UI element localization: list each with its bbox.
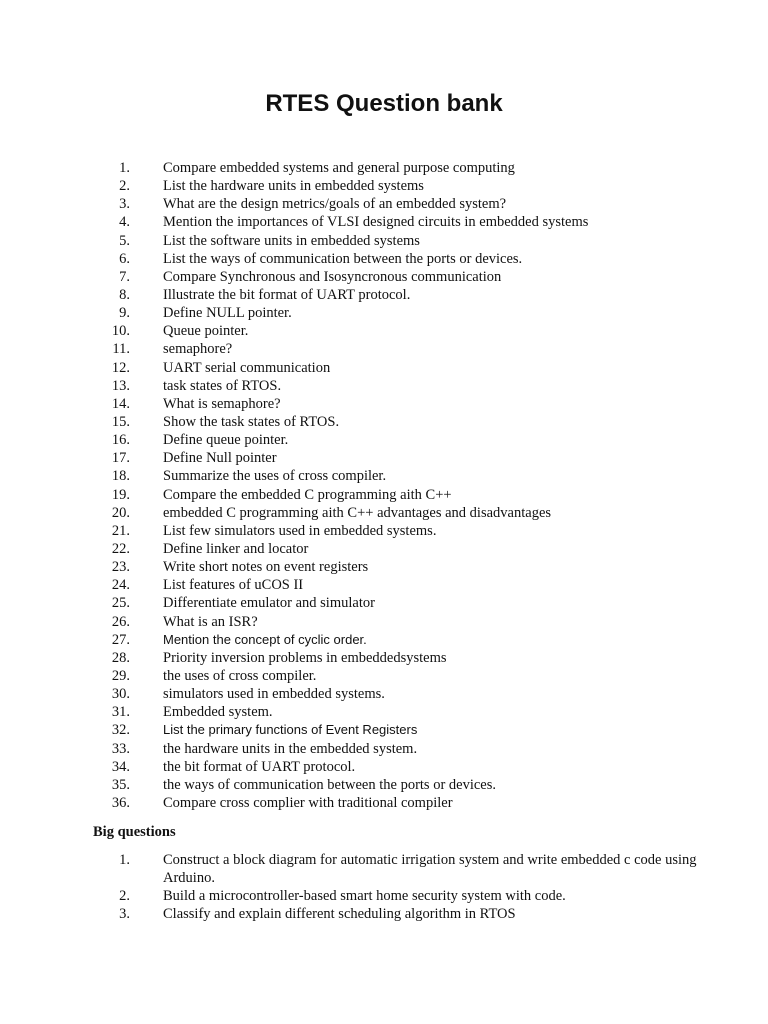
item-number: 26. [111, 613, 130, 630]
item-number: 18. [111, 468, 130, 485]
item-text: the hardware units in the embedded system. [163, 740, 418, 757]
list-item [0, 486, 768, 504]
page-title: RTES Question bank [265, 90, 503, 117]
list-item [0, 268, 768, 286]
big-question-list [0, 851, 768, 923]
item-number: 15. [111, 413, 130, 430]
item-number: 22. [111, 540, 130, 557]
item-text: the uses of cross compiler. [163, 667, 317, 684]
list-item [0, 377, 768, 395]
item-text: What are the design metrics/goals of an embedded system? [163, 196, 507, 213]
list-item [0, 594, 768, 612]
list-item [0, 776, 768, 794]
item-text: Build a microcontroller-based smart home security system with code. [163, 888, 566, 904]
list-item [0, 449, 768, 467]
list-item [0, 159, 768, 177]
item-text: Mention the concept of cyclic order. [163, 631, 367, 647]
list-item [0, 649, 768, 667]
list-item [0, 576, 768, 594]
item-number: 29. [111, 667, 130, 684]
list-item [0, 304, 768, 322]
item-text: Compare embedded systems and general purpose computing [163, 160, 515, 176]
list-item [0, 250, 768, 268]
item-text: Compare cross complier with traditional compiler [163, 794, 453, 811]
item-number: 35. [111, 776, 130, 793]
item-number: 28. [111, 649, 130, 666]
item-text: Queue pointer. [163, 323, 249, 340]
item-number: 31. [111, 704, 130, 721]
item-text: Compare the embedded C programming aith C++ [163, 486, 452, 503]
item-text: Define NULL pointer. [163, 305, 292, 322]
item-text: List features of uCOS II [163, 577, 304, 594]
list-item [0, 887, 768, 905]
item-text: Mention the importances of VLSI designed circuits in embedded systems [163, 214, 589, 231]
item-text: Embedded system. [163, 704, 273, 721]
item-number: 9. [119, 305, 130, 322]
item-text: List the hardware units in embedded systems [163, 178, 424, 195]
item-text: Illustrate the bit format of UART protocol. [163, 286, 411, 303]
item-text: Define linker and locator [163, 540, 309, 557]
big-questions-heading: Big questions [93, 824, 176, 840]
item-text: List the primary functions of Event Registers [163, 722, 418, 738]
item-text: Define Null pointer [163, 450, 277, 467]
list-item [0, 359, 768, 377]
item-text: Summarize the uses of cross compiler. [163, 468, 387, 485]
list-item [0, 794, 768, 812]
item-text: List the ways of communication between the ports or devices. [163, 250, 523, 267]
item-text: Priority inversion problems in embeddedsystems [163, 649, 447, 666]
item-text: task states of RTOS. [163, 377, 282, 394]
item-number: 1. [119, 160, 130, 176]
list-item [0, 631, 768, 649]
item-number: 20. [111, 504, 130, 521]
list-item [0, 232, 768, 250]
item-number: 17. [111, 450, 130, 467]
list-item [0, 851, 768, 887]
list-item [0, 758, 768, 776]
item-number: 30. [111, 686, 130, 703]
item-text: Classify and explain different scheduling algorithm in RTOS [163, 906, 516, 922]
item-text: Write short notes on event registers [163, 559, 369, 576]
item-text: Differentiate emulator and simulator [163, 595, 375, 612]
list-item [0, 286, 768, 304]
list-item [0, 195, 768, 213]
list-item [0, 740, 768, 758]
item-number: 3. [119, 196, 130, 213]
list-item [0, 395, 768, 413]
item-text: semaphore? [163, 341, 233, 358]
item-number: 27. [111, 631, 130, 648]
item-number: 36. [111, 794, 130, 811]
item-number: 13. [111, 377, 130, 394]
list-item [0, 703, 768, 721]
item-number: 6. [119, 250, 130, 267]
item-text: embedded C programming aith C++ advantages and disadvantages [163, 504, 552, 521]
item-text: Show the task states of RTOS. [163, 413, 340, 430]
item-number: 25. [111, 595, 130, 612]
item-number: 21. [111, 522, 130, 539]
item-number: 1. [119, 852, 130, 868]
item-text: What is semaphore? [163, 395, 281, 412]
list-item [0, 522, 768, 540]
list-item [0, 721, 768, 739]
item-text: Compare Synchronous and Isosyncronous communication [163, 268, 502, 285]
item-number: 34. [111, 758, 130, 775]
item-text: the ways of communication between the ports or devices. [163, 776, 496, 793]
item-text: the bit format of UART protocol. [163, 758, 356, 775]
list-item [0, 431, 768, 449]
list-item [0, 177, 768, 195]
item-number: 16. [111, 432, 130, 449]
list-item [0, 322, 768, 340]
list-item [0, 613, 768, 631]
item-number: 32. [111, 722, 130, 739]
item-number: 12. [111, 359, 130, 376]
item-text: What is an ISR? [163, 613, 258, 630]
list-item [0, 558, 768, 576]
list-item [0, 540, 768, 558]
item-number: 5. [119, 232, 130, 249]
item-text: Construct a block diagram for automatic irrigation system and write embedded c code using Arduino. [163, 852, 697, 886]
item-number: 11. [112, 341, 130, 358]
item-number: 19. [111, 486, 130, 503]
list-item [0, 467, 768, 485]
list-item [0, 685, 768, 703]
item-text: UART serial communication [163, 359, 331, 376]
list-item [0, 905, 768, 923]
list-item [0, 413, 768, 431]
item-text: Define queue pointer. [163, 432, 289, 449]
list-item [0, 213, 768, 231]
item-number: 33. [111, 740, 130, 757]
item-text: List the software units in embedded systems [163, 232, 420, 249]
item-text: simulators used in embedded systems. [163, 686, 385, 703]
question-list [0, 159, 768, 812]
item-number: 7. [119, 268, 130, 285]
list-item [0, 667, 768, 685]
item-number: 10. [111, 323, 130, 340]
item-number: 3. [119, 906, 130, 922]
item-number: 4. [119, 214, 130, 231]
item-number: 8. [119, 286, 130, 303]
item-number: 24. [111, 577, 130, 594]
list-item [0, 340, 768, 358]
item-number: 2. [119, 888, 130, 904]
item-text: List few simulators used in embedded systems. [163, 522, 437, 539]
item-number: 14. [111, 395, 130, 412]
list-item [0, 504, 768, 522]
item-number: 23. [111, 559, 130, 576]
item-number: 2. [119, 178, 130, 195]
